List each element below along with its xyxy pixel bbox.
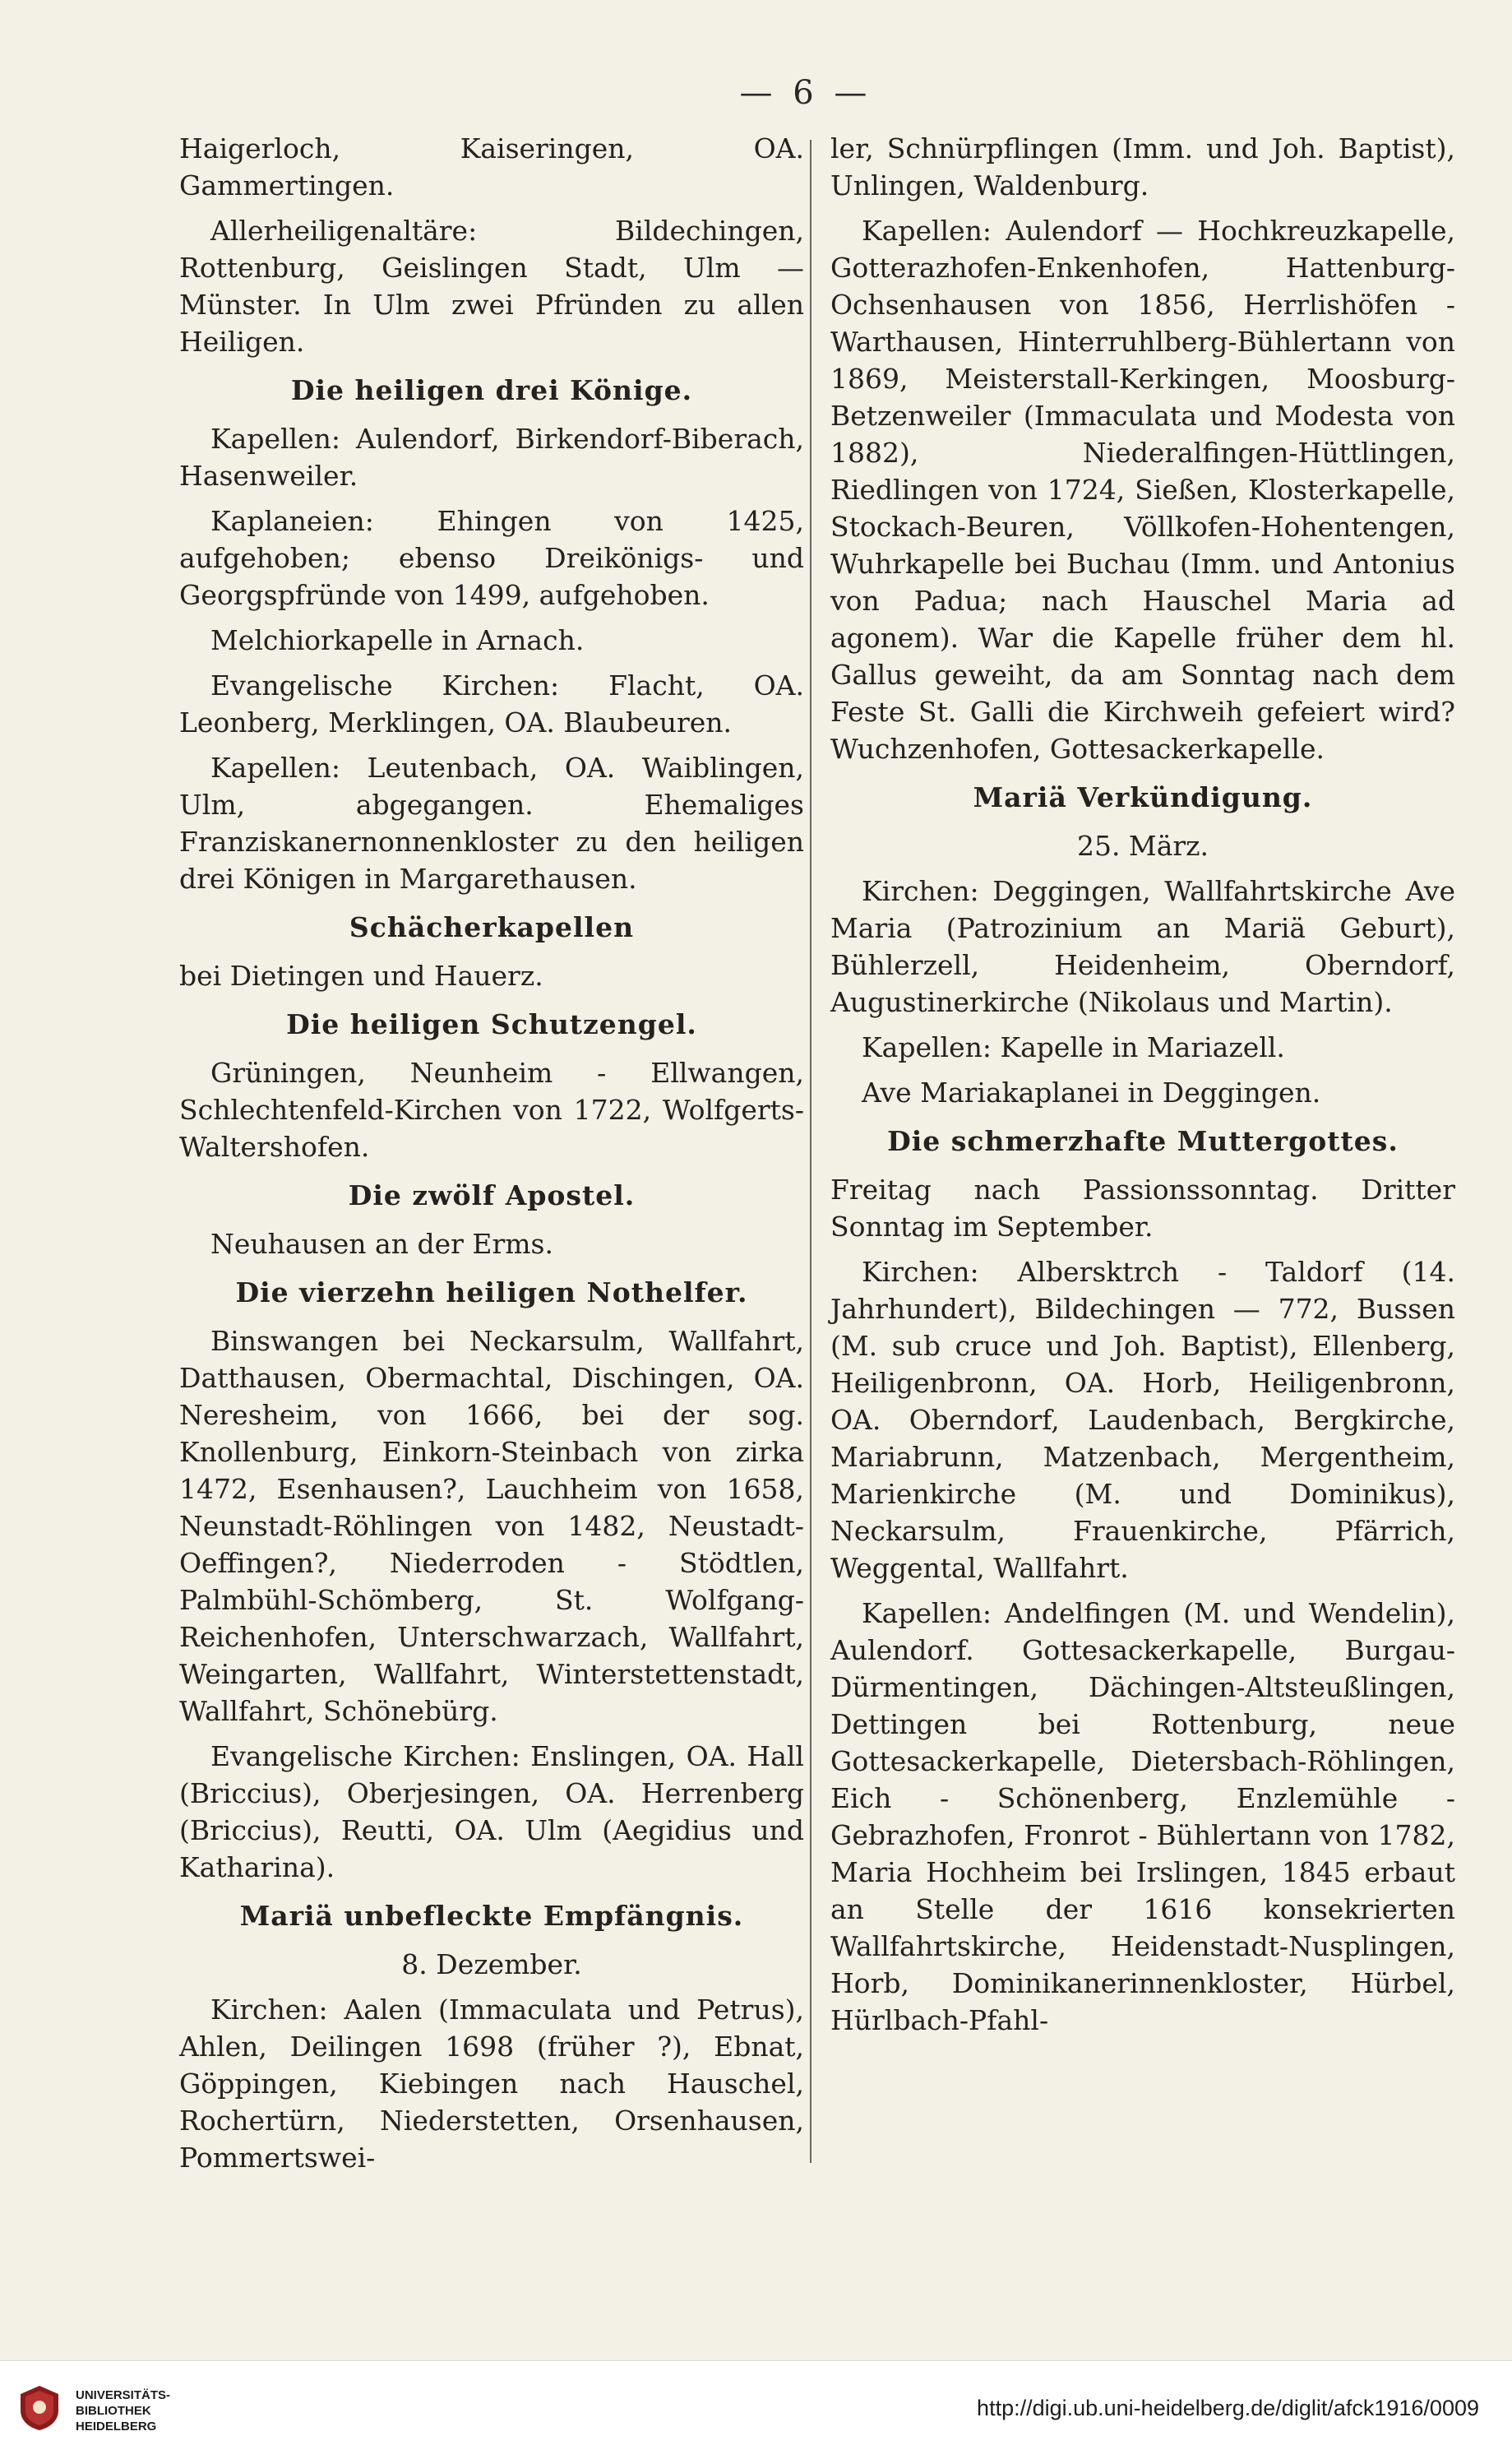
library-line: HEIDELBERG bbox=[76, 2420, 157, 2434]
library-line: BIBLIOTHEK bbox=[76, 2404, 151, 2418]
library-line: UNIVERSITÄTS- bbox=[76, 2388, 171, 2402]
paragraph: Melchiorkapelle in Arnach. bbox=[210, 624, 585, 656]
footer-bar bbox=[0, 2360, 1512, 2459]
paragraph: Kapellen: Andelfingen (M. und Wendelin), Aulendorf. Gottesackerkapelle, Burgau-Dürmentingen, Dächingen-Altsteußlingen, Dettingen bei Rottenburg, neue Gottesackerkapelle, Dietersbach-Röhlingen, Eich - Schönenberg, Enzlemühle - Gebrazhofen, Fronrot - Bühlertann von 1782, Maria Hochheim bei Irslingen, 1845 erbaut an Stelle der 1616 konsekrierten Wallfahrtskirche, Heidenstadt-Nusplingen, Horb, Dominikanerinnenkloster, Hürbel, Hürlbach-Pfahl- bbox=[830, 1597, 1455, 2036]
paragraph: Kirchen: Aalen (Immaculata und Petrus), Ahlen, Deilingen 1698 (früher ?), Ebnat, Göppingen, Kiebingen nach Hauschel, Rochertürn, Niederstetten, Orsenhausen, Pommertswei- bbox=[179, 1994, 804, 2174]
section-heading: Die heiligen Schutzengel. bbox=[286, 1008, 697, 1040]
section-heading: Mariä unbefleckte Empfängnis. bbox=[239, 1900, 744, 1932]
paragraph: Kapellen: Leutenbach, OA. Waiblingen, Ulm, abgegangen. Ehemaliges Franziskanernonnenkloster zu den heiligen drei Königen in Margarethausen. bbox=[179, 752, 804, 895]
paragraph: Freitag nach Passionssonntag. Dritter Sonntag im September. bbox=[830, 1174, 1455, 1243]
paragraph: Kapellen: Kapelle in Mariazell. bbox=[862, 1031, 1285, 1063]
section-heading: Die heiligen drei Könige. bbox=[290, 374, 693, 406]
section-heading: Die schmerzhafte Muttergottes. bbox=[887, 1125, 1399, 1157]
section-heading: Die zwölf Apostel. bbox=[348, 1179, 636, 1211]
paragraph: Allerheiligenaltäre: Bildechingen, Rottenburg, Geislingen Stadt, Ulm — Münster. In Ulm zwei Pfründen zu allen Heiligen. bbox=[179, 215, 804, 358]
university-seal-icon bbox=[18, 2384, 61, 2432]
right-column bbox=[830, 130, 1455, 2047]
paragraph: Kaplaneien: Ehingen von 1425, aufgehoben; ebenso Dreikönigs- und Georgspfründe von 1499, aufgehoben. bbox=[179, 505, 804, 611]
section-heading: Mariä Verkündigung. bbox=[973, 781, 1313, 813]
paragraph: Kirchen: Deggingen, Wallfahrtskirche Ave Maria (Patrozinium an Mariä Geburt), Bühlerzell, Heidenheim, Oberndorf, Augustinerkirche (Nikolaus und Martin). bbox=[830, 875, 1455, 1018]
paragraph: Grüningen, Neunheim - Ellwangen, Schlechtenfeld-Kirchen von 1722, Wolfgerts-Waltershofen. bbox=[179, 1057, 804, 1163]
paragraph: Ave Mariakaplanei in Deggingen. bbox=[862, 1077, 1321, 1109]
paragraph: Neuhausen an der Erms. bbox=[210, 1228, 553, 1260]
source-url[interactable]: http://digi.ub.uni-heidelberg.de/diglit/afck1916/0009 bbox=[977, 2396, 1479, 2420]
paragraph: bei Dietingen und Hauerz. bbox=[179, 960, 543, 992]
paragraph: Evangelische Kirchen: Flacht, OA. Leonberg, Merklingen, OA. Blaubeuren. bbox=[179, 669, 804, 739]
date-line: 25. März. bbox=[1076, 830, 1209, 862]
date-line: 8. Dezember. bbox=[401, 1948, 582, 1980]
paragraph: ler, Schnürpflingen (Imm. und Joh. Baptist), Unlingen, Waldenburg. bbox=[830, 132, 1455, 201]
paragraph: Haigerloch, Kaiseringen, OA. Gammertingen. bbox=[179, 132, 804, 201]
paragraph: Kapellen: Aulendorf — Hochkreuzkapelle, Gotterazhofen-Enkenhofen, Hattenburg-Ochsenhausen von 1856, Herrlishöfen - Warthausen, Hinterruhlberg-Bühlertann von 1869, Meisterstall-Kerkingen, Moosburg-Betzenweiler (Immaculata und Modesta von 1882), Niederalfingen-Hüttlingen, Riedlingen von 1724, Sießen, Klosterkapelle, Stockach-Beuren, Völlkofen-Hohentengen, Wuhrkapelle bei Buchau (Imm. und Antonius von Padua; nach Hauschel Maria ad agonem). War die Kapelle früher dem hl. Gallus geweiht, da am Sonntag nach dem Feste St. Galli die Kirchweih gefeiert wird? Wuchzenhofen, Gottesackerkapelle. bbox=[830, 215, 1455, 765]
paragraph: Binswangen bei Neckarsulm, Wallfahrt, Datthausen, Obermachtal, Dischingen, OA. Neresheim, von 1666, bei der sog. Knollenburg, Einkorn-Steinbach von zirka 1472, Esenhausen?, Lauchheim von 1658, Neunstadt-Röhlingen von 1482, Neustadt-Oeffingen?, Niederroden - Stödtlen, Palmbühl-Schömberg, St. Wolfgang-Reichenhofen, Unterschwarzach, Wallfahrt, Weingarten, Wallfahrt, Winterstettenstadt, Wallfahrt, Schönebürg. bbox=[179, 1325, 804, 1727]
left-column bbox=[179, 130, 804, 2184]
paragraph: Evangelische Kirchen: Enslingen, OA. Hall (Briccius), Oberjesingen, OA. Herrenberg (Briccius), Reutti, OA. Ulm (Aegidius und Katharina). bbox=[179, 1740, 804, 1883]
paragraph: Kapellen: Aulendorf, Birkendorf-Biberach, Hasenweiler. bbox=[179, 423, 804, 492]
section-heading: Die vierzehn heiligen Nothelfer. bbox=[235, 1276, 748, 1308]
page-number: — 6 — bbox=[739, 74, 872, 112]
library-name bbox=[76, 2387, 170, 2434]
paragraph: Kirchen: Albersktrch - Taldorf (14. Jahrhundert), Bildechingen — 772, Bussen (M. sub cruce und Joh. Baptist), Ellenberg, Heiligenbronn, OA. Horb, Heiligenbronn, OA. Oberndorf, Laudenbach, Bergkirche, Mariabrunn, Matzenbach, Mergentheim, Marienkirche (M. und Dominikus), Neckarsulm, Frauenkirche, Pfärrich, Weggental, Wallfahrt. bbox=[830, 1256, 1455, 1584]
column-divider bbox=[810, 140, 811, 2163]
section-heading: Schächerkapellen bbox=[349, 911, 635, 943]
